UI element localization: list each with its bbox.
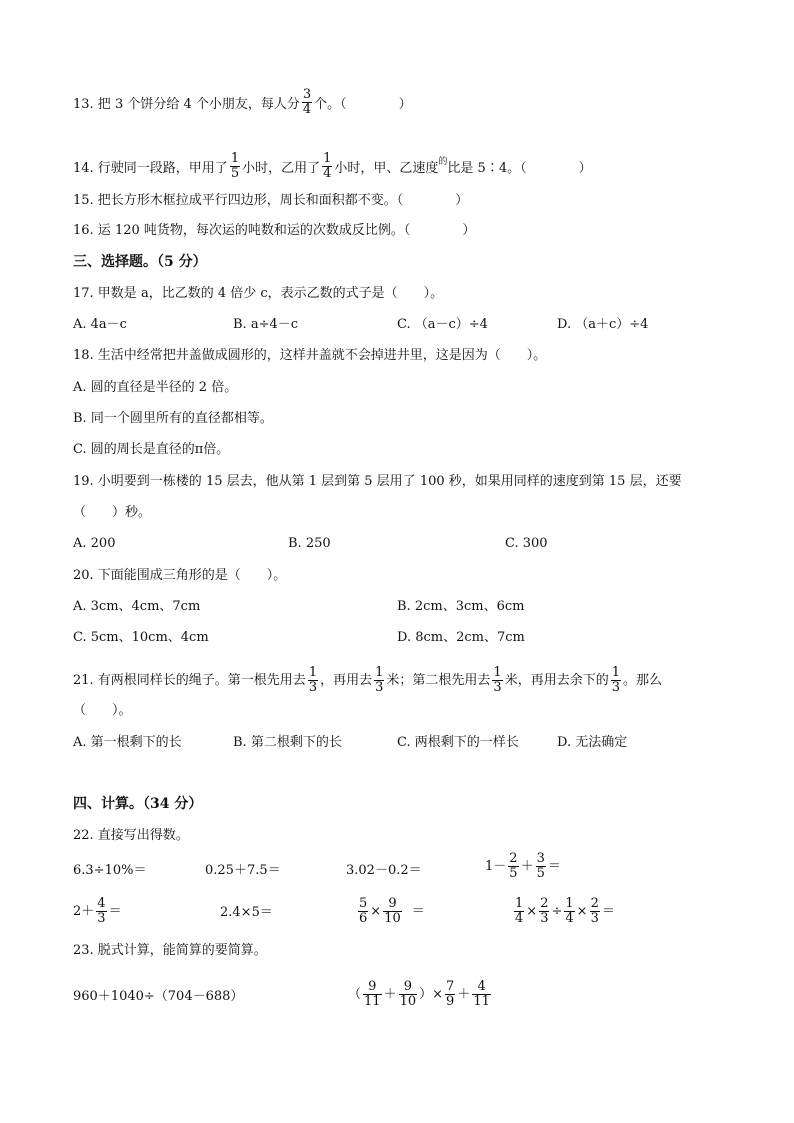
q23-e2-op-2: ＋ bbox=[457, 987, 471, 1002]
q19-option-a[interactable]: A. 200 bbox=[73, 536, 116, 551]
q23-e2-frac-2: $\frac{9}{10}$ bbox=[399, 979, 417, 1009]
q21-fraction-3: $\frac{1}{3}$ bbox=[493, 665, 502, 695]
q22-r2c1-frac: $\frac{4}{3}$ bbox=[97, 896, 106, 926]
q14-de: 的 bbox=[438, 157, 448, 167]
section-4-title: 四、计算。（34 分） bbox=[73, 796, 203, 812]
q18-option-c[interactable]: C. 圆的周长是直径的π倍。 bbox=[73, 442, 230, 457]
q22-r2c4-frac-2: $\frac{2}{3}$ bbox=[540, 896, 549, 926]
q22-r2c3-frac-1: $\frac{5}{6}$ bbox=[359, 896, 368, 926]
question-20: 20. 下面能围成三角形的是（ ）。 bbox=[73, 568, 287, 583]
q22-r2c4-eq: ＝ bbox=[601, 904, 615, 919]
q14-prefix: 14. 行驶同一段路，甲用了 bbox=[73, 161, 228, 176]
question-18: 18. 生活中经常把井盖做成圆形的，这样井盖就不会掉进井里，这是因为（ ）。 bbox=[73, 348, 547, 363]
q17-option-b[interactable]: B. a÷4－c bbox=[233, 317, 299, 332]
q14-fraction-1: $\frac{1}{5}$ bbox=[230, 151, 240, 181]
q14-mid2: 小时，甲、乙速度 bbox=[334, 161, 439, 176]
q22-r1-c2: 0.25＋7.5＝ bbox=[205, 863, 281, 878]
q21-fraction-2: $\frac{1}{3}$ bbox=[375, 665, 384, 695]
question-21-line-2: （ ）。 bbox=[73, 703, 132, 718]
q17-option-c[interactable]: C. （a－c）÷4 bbox=[397, 317, 488, 332]
q20-option-a[interactable]: A. 3cm、4cm、7cm bbox=[73, 599, 201, 614]
q13-prefix: 13. 把 3 个饼分给 4 个小朋友，每人分 bbox=[73, 97, 300, 112]
q20-option-c[interactable]: C. 5cm、10cm、4cm bbox=[73, 630, 209, 645]
q14-fraction-2: $\frac{1}{4}$ bbox=[323, 151, 332, 181]
q21-fraction-4: $\frac{1}{3}$ bbox=[611, 665, 620, 695]
question-21-line-1 bbox=[73, 666, 662, 695]
q21-option-d[interactable]: D. 无法确定 bbox=[557, 735, 628, 750]
q22-r1c4-eq: ＝ bbox=[547, 859, 561, 874]
q22-r2-c2: 2.4×5＝ bbox=[220, 905, 273, 920]
q21-part-2: ，再用去 bbox=[320, 673, 373, 688]
q18-option-a[interactable]: A. 圆的直径是半径的 2 倍。 bbox=[73, 380, 238, 395]
q23-expression-1: 960＋1040÷（704－688） bbox=[73, 989, 244, 1004]
q22-r2-c4 bbox=[512, 897, 615, 926]
question-15: 15. 把长方形木框拉成平行四边形，周长和面积都不变。（ ） bbox=[73, 193, 469, 208]
question-19-line-1: 19. 小明要到一栋楼的 15 层去，他从第 1 层到第 5 层用了 100 秒，如果用同样的速度到第 15 层，还要 bbox=[73, 474, 682, 489]
q22-r2c3-frac-2: $\frac{9}{10}$ bbox=[384, 896, 401, 926]
question-17: 17. 甲数是 a，比乙数的 4 倍少 c，表示乙数的式子是（ ）。 bbox=[73, 286, 444, 301]
q22-r2c1-a: 2＋ bbox=[73, 904, 95, 919]
q22-r1-c3: 3.02－0.2＝ bbox=[346, 863, 422, 878]
q23-e2-rparen: ）× bbox=[419, 987, 444, 1002]
q23-e2-op-1: ＋ bbox=[383, 987, 397, 1002]
q22-r1-c1: 6.3÷10%＝ bbox=[73, 863, 147, 878]
q23-e2-frac-3: $\frac{7}{9}$ bbox=[446, 979, 455, 1009]
q22-r2c1-eq: ＝ bbox=[108, 904, 122, 919]
q17-option-d[interactable]: D. （a＋c）÷4 bbox=[557, 317, 649, 332]
q21-fraction-1: $\frac{1}{3}$ bbox=[308, 665, 318, 695]
q14-suffix: 比是 5∶4。（ ） bbox=[447, 161, 592, 176]
q17-option-a[interactable]: A. 4a－c bbox=[73, 317, 127, 332]
question-19-line-2: （ ）秒。 bbox=[73, 505, 152, 520]
q23-expression-2 bbox=[348, 980, 493, 1009]
question-13 bbox=[73, 88, 412, 117]
q21-option-a[interactable]: A. 第一根剩下的长 bbox=[73, 735, 182, 750]
question-14 bbox=[73, 152, 592, 181]
q18-option-b[interactable]: B. 同一个圆里所有的直径都相等。 bbox=[73, 411, 273, 426]
question-23: 23. 脱式计算，能简算的要简算。 bbox=[73, 943, 267, 958]
q21-part-5: 。那么 bbox=[622, 673, 662, 688]
q22-r2c3-eq: ＝ bbox=[411, 904, 425, 919]
q22-r1c4-a: 1－ bbox=[485, 859, 507, 874]
q22-r2c4-op-3: × bbox=[576, 904, 588, 919]
q19-option-c[interactable]: C. 300 bbox=[505, 536, 548, 551]
q14-mid1: 小时，乙用了 bbox=[242, 161, 321, 176]
q21-part-4: 米，再用去余下的 bbox=[504, 673, 609, 688]
q22-r1-c4 bbox=[485, 852, 561, 881]
q22-r2c4-op-1: × bbox=[526, 904, 538, 919]
q22-r2-c3 bbox=[356, 897, 425, 926]
q13-suffix: 个。（ ） bbox=[314, 97, 412, 112]
q22-r2c4-frac-1: $\frac{1}{4}$ bbox=[515, 896, 524, 926]
section-3-title: 三、选择题。（5 分） bbox=[73, 254, 207, 270]
question-16: 16. 运 120 吨货物，每次运的吨数和运的次数成反比例。（ ） bbox=[73, 223, 476, 238]
q23-e2-lparen: （ bbox=[348, 987, 362, 1002]
q21-option-b[interactable]: B. 第二根剩下的长 bbox=[233, 735, 342, 750]
q13-fraction: $\frac{3}{4}$ bbox=[302, 87, 312, 117]
q22-r2c4-frac-4: $\frac{2}{3}$ bbox=[590, 896, 599, 926]
q21-part-1: 21. 有两根同样长的绳子。第一根先用去 bbox=[73, 673, 306, 688]
q21-option-c[interactable]: C. 两根剩下的一样长 bbox=[397, 735, 519, 750]
q23-e2-frac-4: $\frac{4}{11}$ bbox=[473, 979, 490, 1009]
q22-r1c4-op: ＋ bbox=[520, 859, 534, 874]
q22-r2c4-frac-3: $\frac{1}{4}$ bbox=[565, 896, 574, 926]
q22-r1c4-frac-2: $\frac{3}{5}$ bbox=[536, 851, 545, 881]
q22-r2c4-op-2: ÷ bbox=[551, 904, 563, 919]
q21-part-3: 米；第二根先用去 bbox=[386, 673, 491, 688]
q23-e2-frac-1: $\frac{9}{11}$ bbox=[364, 979, 381, 1009]
q22-r2c3-op: × bbox=[370, 904, 382, 919]
q22-r2-c1 bbox=[73, 897, 122, 926]
q19-option-b[interactable]: B. 250 bbox=[288, 536, 331, 551]
q20-option-b[interactable]: B. 2cm、3cm、6cm bbox=[397, 599, 525, 614]
q20-option-d[interactable]: D. 8cm、2cm、7cm bbox=[397, 630, 525, 645]
q22-r1c4-frac-1: $\frac{2}{5}$ bbox=[509, 851, 518, 881]
question-22: 22. 直接写出得数。 bbox=[73, 828, 189, 843]
